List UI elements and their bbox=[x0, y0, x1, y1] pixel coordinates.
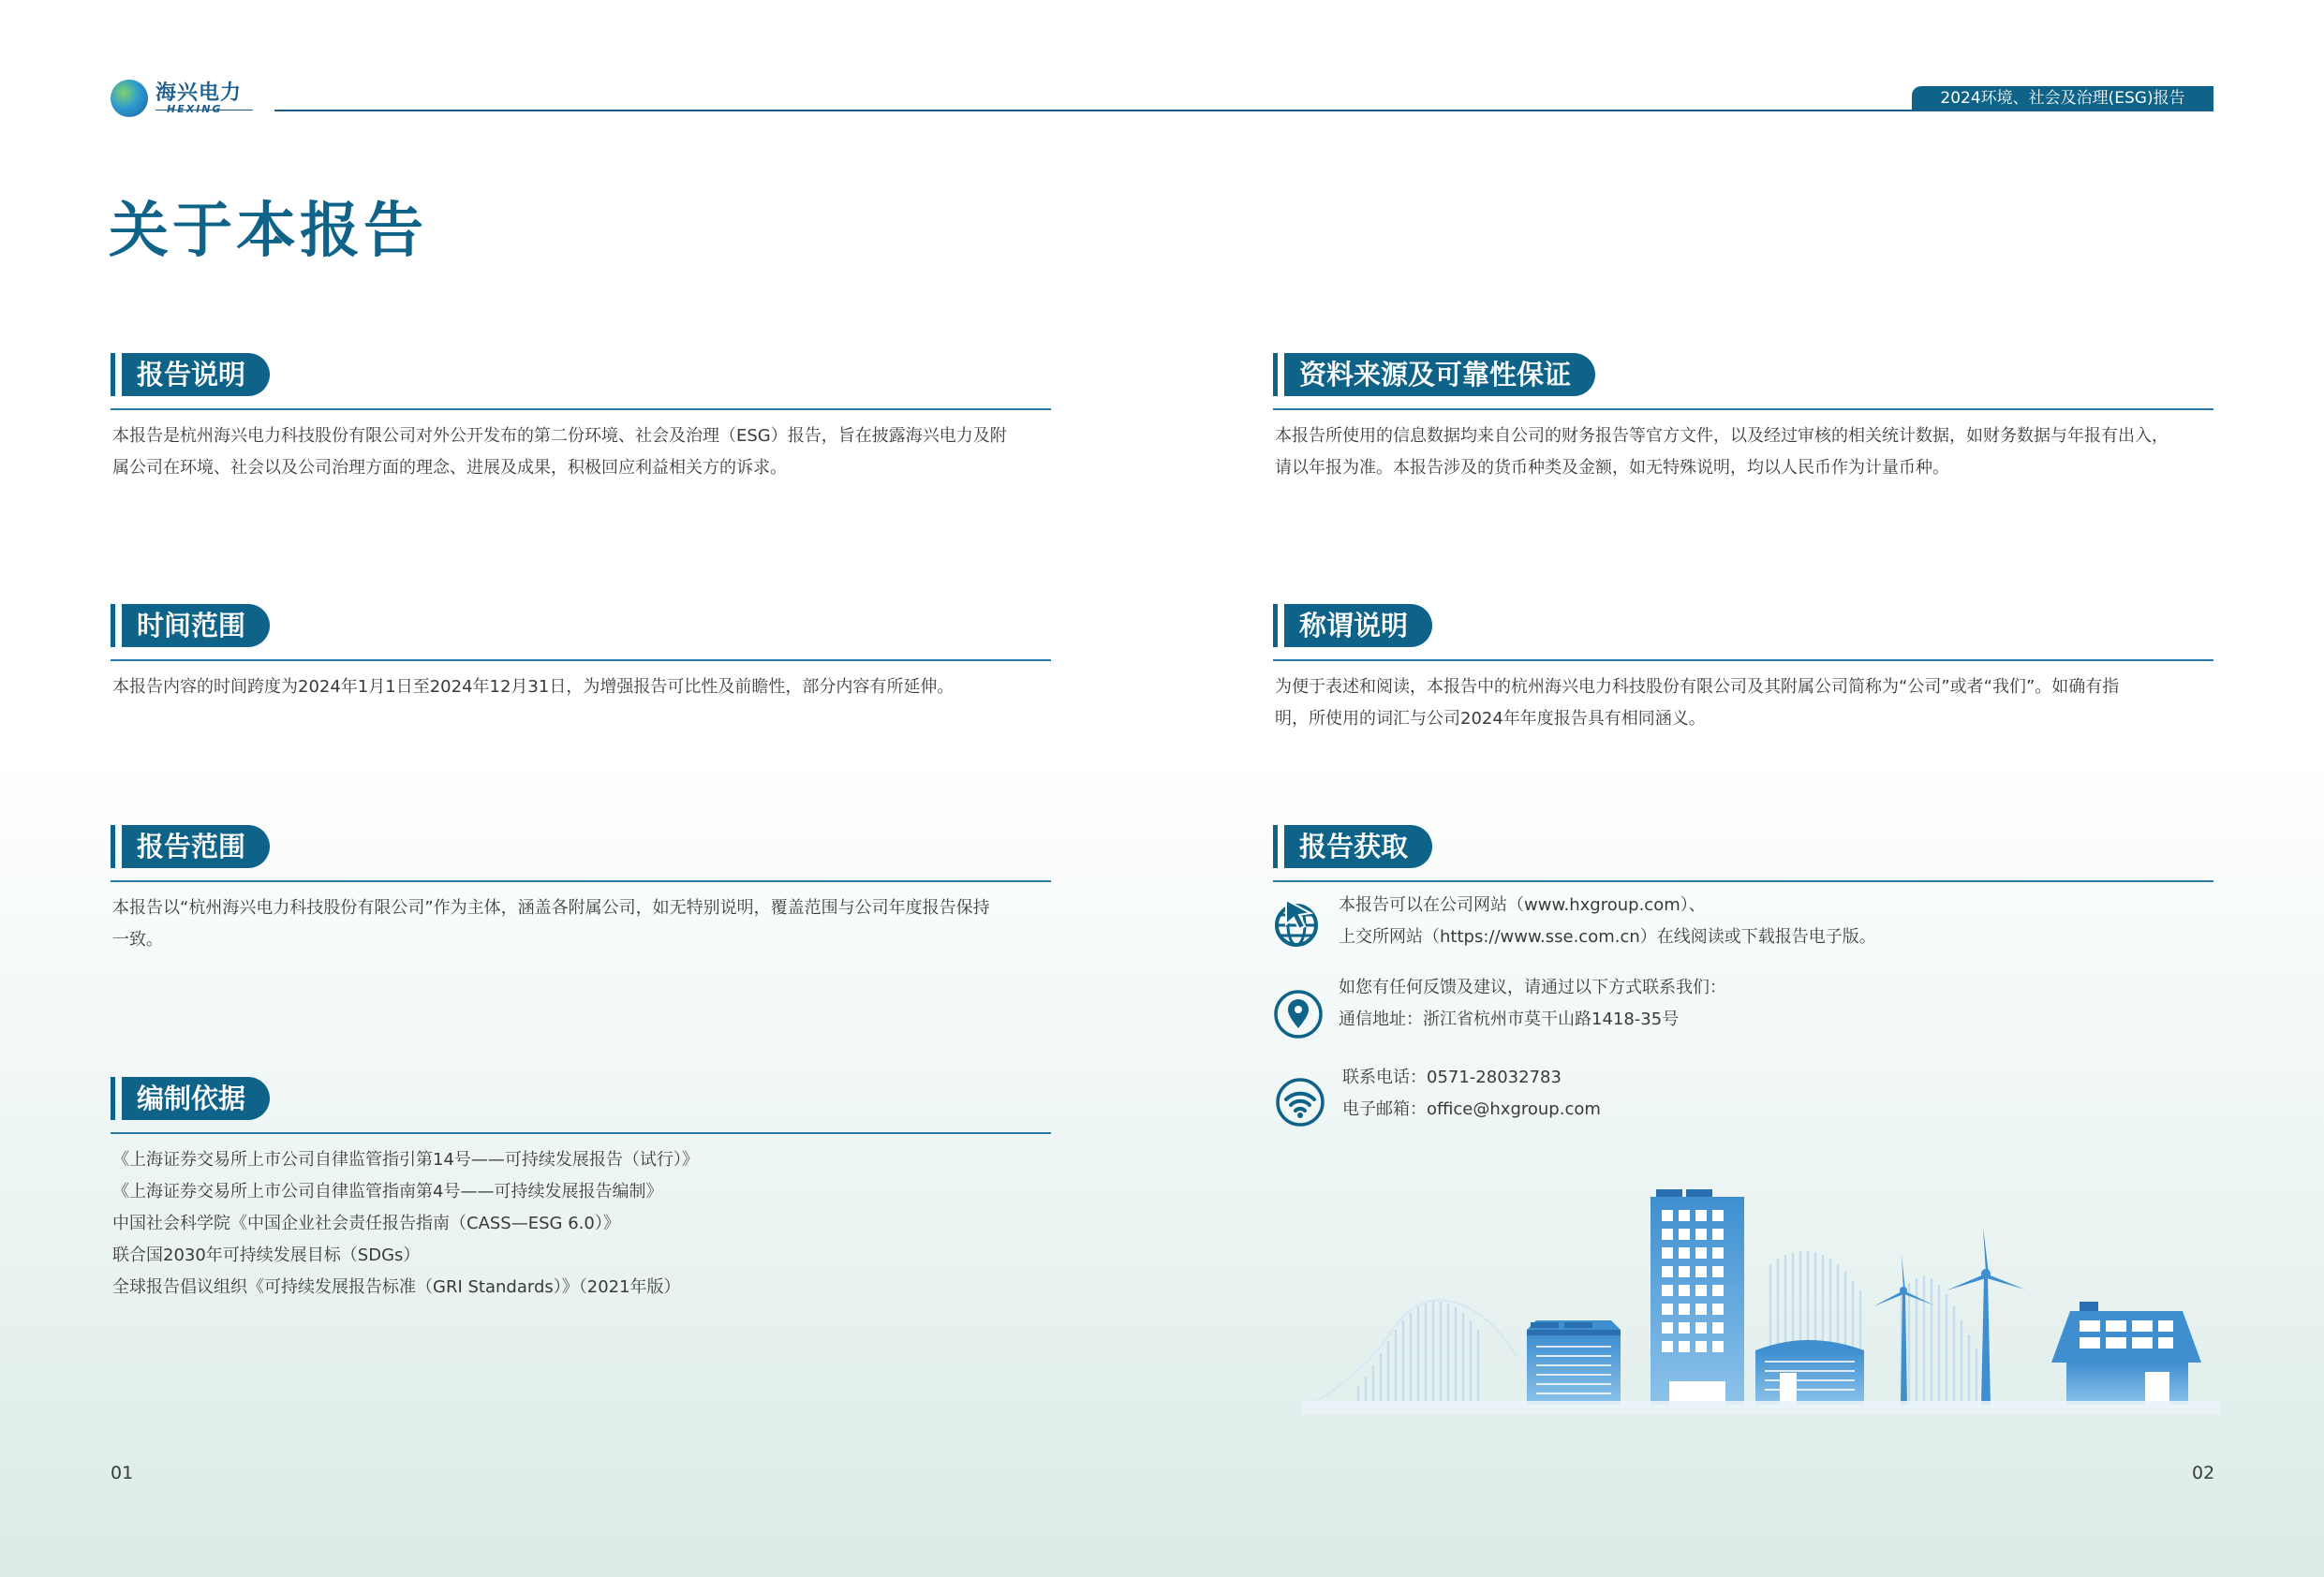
page-number-left: 01 bbox=[111, 1463, 134, 1483]
page-number-right: 02 bbox=[2192, 1463, 2215, 1483]
contact-line: 联系电话：0571-28032783 bbox=[1342, 1068, 1562, 1087]
section-marker bbox=[1273, 825, 1278, 868]
section-title: 时间范围 bbox=[122, 604, 270, 647]
section-rule bbox=[111, 880, 1051, 882]
section-rule bbox=[111, 659, 1051, 661]
striped-hills bbox=[1311, 1251, 1976, 1405]
body-line: 本报告所使用的信息数据均来自公司的财务报告等官方文件，以及经过审核的相关统计数据，如财务数据与年报有出入， bbox=[1275, 426, 2169, 446]
section-marker bbox=[111, 825, 115, 868]
company-logo bbox=[111, 77, 260, 118]
section-terminology bbox=[1273, 604, 2213, 754]
section-title: 报告说明 bbox=[122, 353, 270, 396]
body-line: 本报告内容的时间跨度为2024年1月1日至2024年12月31日，为增强报告可比性及前瞻性，部分内容有所延伸。 bbox=[112, 677, 955, 697]
section-title: 资料来源及可靠性保证 bbox=[1284, 353, 1595, 396]
body-line: 明，所使用的词汇与公司2024年年度报告具有相同涵义。 bbox=[1275, 709, 1706, 729]
globe-logo-icon bbox=[111, 80, 148, 117]
section-marker bbox=[111, 353, 115, 396]
section-report-description bbox=[111, 353, 1051, 522]
section-data-source bbox=[1273, 353, 2213, 522]
basis-item: 联合国2030年可持续发展目标（SDGs） bbox=[112, 1245, 421, 1265]
section-body bbox=[112, 1144, 1051, 1304]
section-body bbox=[1275, 420, 2213, 484]
address-line: 通信地址：浙江省杭州市莫干山路1418-35号 bbox=[1339, 1010, 1680, 1029]
section-rule bbox=[1273, 659, 2213, 661]
location-pin-icon bbox=[1273, 989, 1324, 1039]
section-marker bbox=[1273, 353, 1278, 396]
section-title: 称谓说明 bbox=[1284, 604, 1432, 647]
access-web bbox=[1339, 890, 1876, 953]
section-rule bbox=[111, 1132, 1051, 1134]
body-line: 本报告以“杭州海兴电力科技股份有限公司”作为主体，涵盖各附属公司，如无特别说明，覆盖范围与公司年度报告保持 bbox=[112, 898, 990, 918]
report-tag: 2024环境、社会及治理(ESG)报告 bbox=[1912, 86, 2213, 111]
contact-line: 电子邮箱：office@hxgroup.com bbox=[1342, 1099, 1601, 1119]
section-title: 报告获取 bbox=[1284, 825, 1432, 868]
access-contact bbox=[1342, 1062, 1601, 1126]
wind-turbine bbox=[1947, 1227, 2025, 1405]
warehouse-left bbox=[1527, 1320, 1621, 1405]
section-body bbox=[112, 892, 1051, 956]
section-time-range bbox=[111, 604, 1051, 716]
section-marker bbox=[111, 1077, 115, 1120]
section-marker bbox=[111, 604, 115, 647]
section-report-scope bbox=[111, 825, 1051, 975]
office-tower bbox=[1650, 1189, 1744, 1405]
section-title: 报告范围 bbox=[122, 825, 270, 868]
body-line: 本报告是杭州海兴电力科技股份有限公司对外公开发布的第二份环境、社会及治理（ESG）报告，旨在披露海兴电力及附 bbox=[112, 426, 1007, 446]
body-line: 一致。 bbox=[112, 930, 163, 950]
logo-text-en: HEXING bbox=[167, 103, 223, 115]
basis-item: 全球报告倡议组织《可持续发展报告标准（GRI Standards）》（2021年版） bbox=[112, 1277, 681, 1297]
solar-house bbox=[2051, 1302, 2201, 1405]
green-city-illustration bbox=[1302, 1189, 2220, 1414]
section-body bbox=[112, 420, 1051, 484]
section-body bbox=[1275, 671, 2213, 735]
body-line: 为便于表述和阅读，本报告中的杭州海兴电力科技股份有限公司及其附属公司简称为“公司”或者“我们”。如确有指 bbox=[1275, 677, 2120, 697]
basis-item: 中国社会科学院《中国企业社会责任报告指南（CASS—ESG 6.0）》 bbox=[112, 1214, 620, 1233]
globe-click-icon bbox=[1273, 898, 1324, 949]
section-marker bbox=[1273, 604, 1278, 647]
web-line: 上交所网站（https://www.sse.com.cn）在线阅读或下载报告电子版。 bbox=[1339, 927, 1876, 947]
basis-item: 《上海证券交易所上市公司自律监管指南第4号——可持续发展报告编制》 bbox=[112, 1182, 663, 1201]
section-rule bbox=[1273, 408, 2213, 410]
access-address bbox=[1339, 972, 1726, 1036]
address-line: 如您有任何反馈及建议，请通过以下方式联系我们： bbox=[1339, 978, 1726, 997]
section-title: 编制依据 bbox=[122, 1077, 270, 1120]
body-line: 请以年报为准。本报告涉及的货币种类及金额，如无特殊说明，均以人民币作为计量币种。 bbox=[1275, 458, 1949, 478]
logo-text-cn: 海兴电力 bbox=[155, 81, 243, 105]
warehouse-middle bbox=[1755, 1340, 1864, 1405]
section-report-access bbox=[1273, 825, 2213, 1143]
web-line: 本报告可以在公司网站（www.hxgroup.com）、 bbox=[1339, 895, 1706, 915]
section-compilation-basis bbox=[111, 1077, 1051, 1320]
body-line: 属公司在环境、社会以及公司治理方面的理念、进展及成果，积极回应利益相关方的诉求。 bbox=[112, 458, 787, 478]
wifi-contact-icon bbox=[1275, 1077, 1325, 1127]
section-rule bbox=[111, 408, 1051, 410]
page-title: 关于本报告 bbox=[109, 197, 427, 266]
basis-item: 《上海证券交易所上市公司自律监管指引第14号——可持续发展报告（试行）》 bbox=[112, 1150, 699, 1170]
section-body bbox=[112, 671, 1051, 703]
section-rule bbox=[1273, 880, 2213, 882]
